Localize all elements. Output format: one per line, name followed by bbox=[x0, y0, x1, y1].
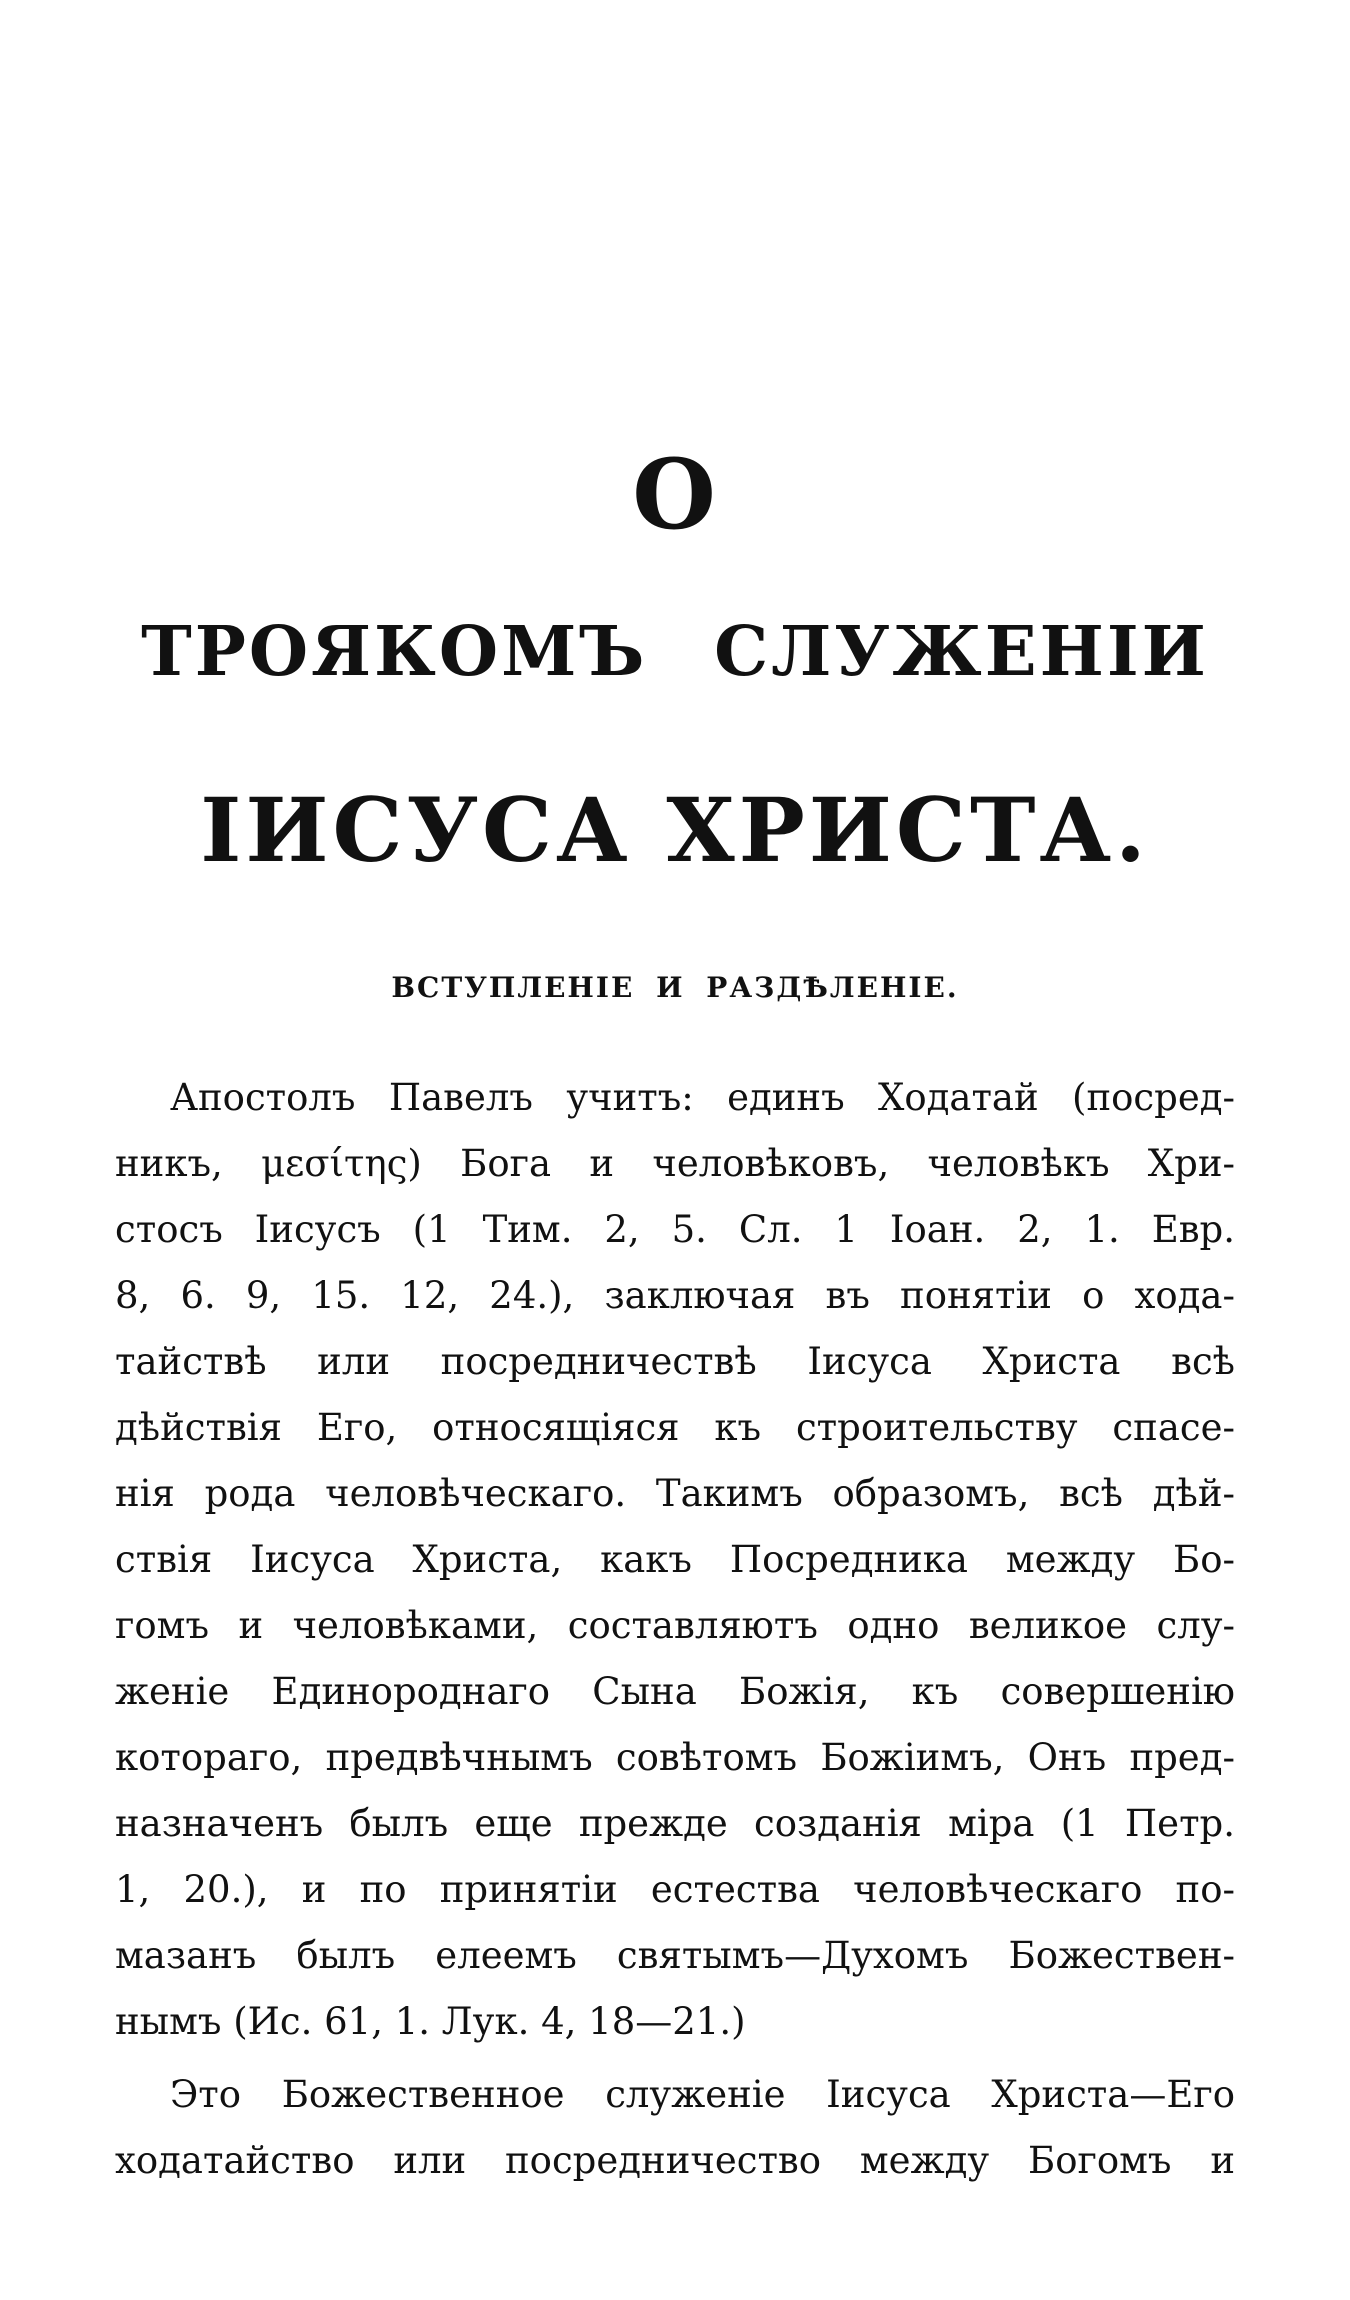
text-line: никъ, μεσίτης) Бога и человѣковъ, человѣкъ Хри- bbox=[115, 1142, 1235, 1185]
text-line: 1, 20.), и по принятіи естества человѣческаго по- bbox=[115, 1868, 1235, 1911]
text-line: гомъ и человѣками, составляютъ одно великое слу- bbox=[115, 1604, 1235, 1647]
title-line-service: ТРОЯКОМЪ СЛУЖЕНІИ bbox=[141, 612, 1209, 692]
text-line: женіе Единороднаго Сына Божія, къ совершенію bbox=[115, 1670, 1235, 1713]
text-line: мазанъ былъ елеемъ святымъ—Духомъ Божествен- bbox=[115, 1934, 1235, 1977]
text-line: ходатайство или посредничество между Богомъ и bbox=[115, 2139, 1235, 2182]
title-line-name: ІИСУСА ХРИСТА. bbox=[200, 778, 1150, 882]
text-line: стосъ Іисусъ (1 Тим. 2, 5. Сл. 1 Іоан. 2, 1. Евр. bbox=[115, 1208, 1235, 1251]
text-line: тайствѣ или посредничествѣ Іисуса Христа всѣ bbox=[115, 1340, 1235, 1383]
paragraph-introduction bbox=[115, 1065, 1235, 2055]
paragraph-second bbox=[115, 2062, 1235, 2194]
text-line: котораго, предвѣчнымъ совѣтомъ Божіимъ, Онъ пред- bbox=[115, 1736, 1235, 1779]
section-subtitle: ВСТУПЛЕНІЕ И РАЗДѢЛЕНІЕ. bbox=[391, 971, 959, 1004]
text-line: Это Божественное служеніе Іисуса Христа—Его bbox=[170, 2073, 1235, 2116]
text-line: Апостолъ Павелъ учитъ: единъ Ходатай (посред- bbox=[170, 1076, 1235, 1119]
text-line: нымъ (Ис. 61, 1. Лук. 4, 18—21.) bbox=[115, 2000, 746, 2043]
text-line: нія рода человѣческаго. Такимъ образомъ, всѣ дѣй- bbox=[115, 1472, 1235, 1515]
text-line: дѣйствія Его, относящіяся къ строительству спасе- bbox=[115, 1406, 1235, 1449]
text-line: 8, 6. 9, 15. 12, 24.), заключая въ понятіи о хода- bbox=[115, 1274, 1235, 1317]
title-preposition: О bbox=[632, 438, 718, 551]
text-line: ствія Іисуса Христа, какъ Посредника между Бо- bbox=[115, 1538, 1235, 1581]
text-line: назначенъ былъ еще прежде созданія міра (1 Петр. bbox=[115, 1802, 1235, 1845]
